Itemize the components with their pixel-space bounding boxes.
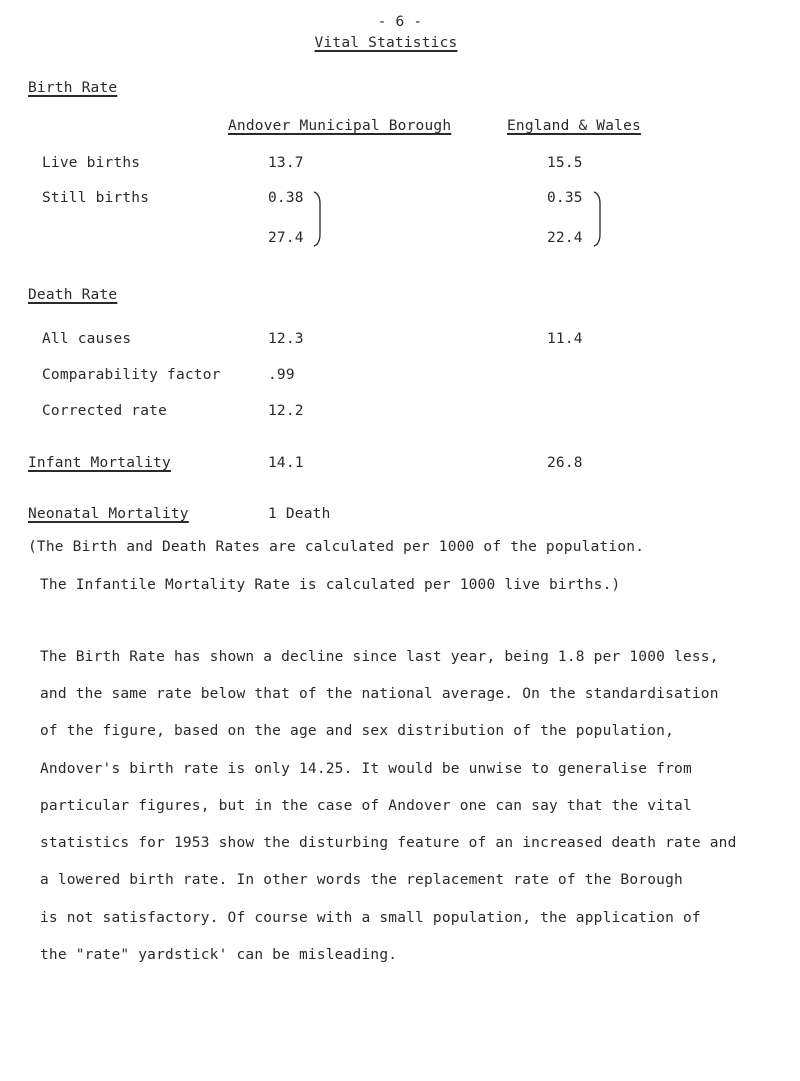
- rates-note-line-1: (The Birth and Death Rates are calculated per 1000 of the population.: [28, 539, 645, 555]
- value-andover-infant-mortality: 14.1: [268, 455, 304, 471]
- row-label-corrected-rate: Corrected rate: [42, 403, 168, 419]
- value-andover-live-births: 13.7: [268, 155, 304, 171]
- paragraph-line: particular figures, but in the case of Andover one can say that the vital: [40, 798, 692, 814]
- row-label-live-births: Live births: [42, 155, 141, 171]
- rates-note-line-2: The Infantile Mortality Rate is calculated per 1000 live births.): [40, 577, 621, 593]
- page-title: Vital Statistics: [314, 35, 458, 51]
- column-header-england: England & Wales: [507, 118, 641, 134]
- value-andover-still-births: 0.38: [268, 190, 304, 206]
- value-england-still-births-per-1000: 22.4: [547, 230, 583, 246]
- value-andover-comparability-factor: .99: [268, 367, 295, 383]
- paragraph-line: is not satisfactory. Of course with a small population, the application of: [40, 910, 701, 926]
- bracket-andover: [312, 190, 322, 248]
- page-number: - 6 -: [377, 14, 423, 30]
- paragraph-line: a lowered birth rate. In other words the replacement rate of the Borough: [40, 872, 683, 888]
- value-andover-all-causes: 12.3: [268, 331, 304, 347]
- paragraph-line: Andover's birth rate is only 14.25. It would be unwise to generalise from: [40, 761, 692, 777]
- infant-mortality-label: Infant Mortality: [28, 455, 171, 471]
- paragraph-line: The Birth Rate has shown a decline since last year, being 1.8 per 1000 less,: [40, 649, 719, 665]
- value-andover-corrected-rate: 12.2: [268, 403, 304, 419]
- value-england-all-causes: 11.4: [547, 331, 583, 347]
- birth-rate-heading: Birth Rate: [28, 80, 118, 96]
- paragraph-line: the "rate" yardstick' can be misleading.: [40, 947, 398, 963]
- row-label-still-births: Still births: [42, 190, 150, 206]
- row-label-comparability-factor: Comparability factor: [42, 367, 221, 383]
- paragraph-line: of the figure, based on the age and sex distribution of the population,: [40, 723, 675, 739]
- death-rate-heading: Death Rate: [28, 287, 118, 303]
- value-andover-neonatal-mortality: 1 Death: [268, 506, 331, 522]
- value-england-still-births: 0.35: [547, 190, 583, 206]
- value-andover-still-births-per-1000: 27.4: [268, 230, 304, 246]
- value-england-infant-mortality: 26.8: [547, 455, 583, 471]
- neonatal-mortality-label: Neonatal Mortality: [28, 506, 189, 522]
- bracket-england: [592, 190, 602, 248]
- value-england-live-births: 15.5: [547, 155, 583, 171]
- paragraph-line: and the same rate below that of the national average. On the standardisation: [40, 686, 719, 702]
- row-label-all-causes: All causes: [42, 331, 132, 347]
- column-header-andover: Andover Municipal Borough: [228, 118, 452, 134]
- paragraph-line: statistics for 1953 show the disturbing feature of an increased death rate and: [40, 835, 737, 851]
